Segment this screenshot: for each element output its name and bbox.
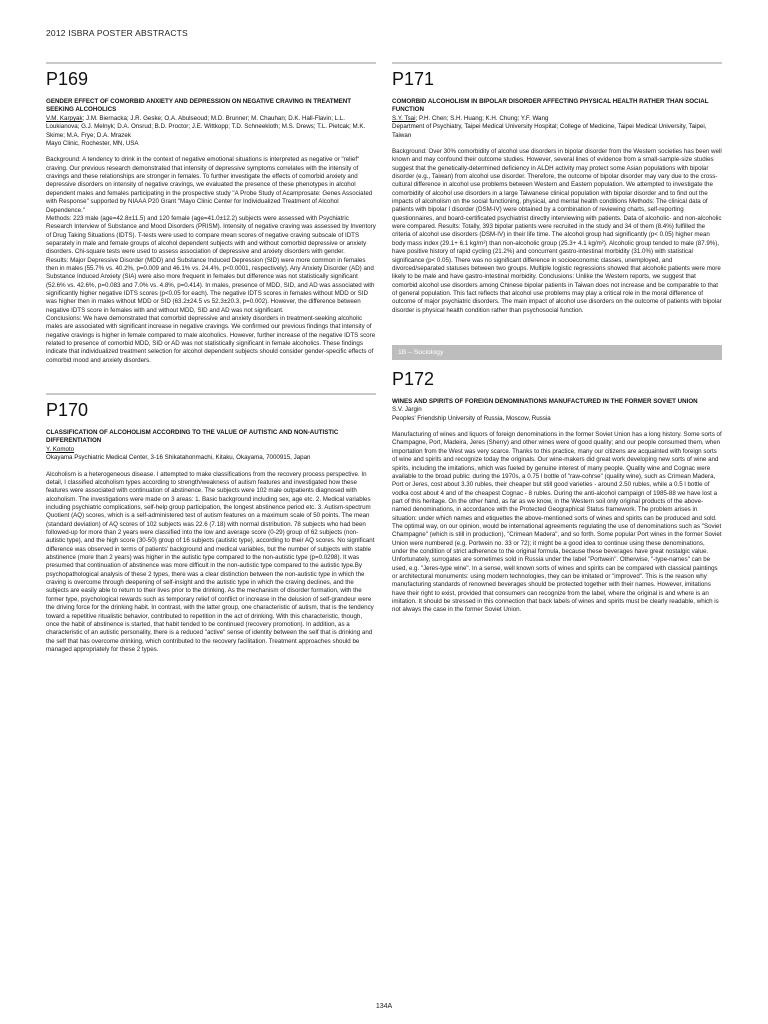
left-column xyxy=(46,62,376,654)
co-authors: ; P.H. Chen; S.H. Huang; K.H. Chung; Y.F. Wang xyxy=(415,114,549,122)
section-tab-sociology: 1B – Sociology xyxy=(392,345,722,360)
abstract-authors xyxy=(392,406,722,414)
abstract-p169 xyxy=(46,70,376,365)
column-rule xyxy=(46,393,376,395)
abstract-body xyxy=(392,431,722,615)
abstract-id: P171 xyxy=(392,70,435,89)
abstract-paragraph: Background: Over 30% comorbidity of alcohol use disorders in bipolar disorder from the Western societies has been well known and may confound their outcome studies. However, several lines of evidence from a small-sample-size studies suggest that the genetically-determined deficiency in ALDH activity may protect some Asian populations with bipolar disorder (e.g., Taiwan) from alcohol use disorder. Therefore, the outcome of bipolar disorder may vary due to the cross-cultural difference in alcohol use problems between Western and Eastern population. We attempted to investigate the comorbidity of alcohol use disorders in a large Taiwanese clinical population with bipolar disorder and to find out the impacts of alcoholism on the social functioning, physical, and mental health conditions Methods: The clinical data of patients with bipolar I disorder (DSM-IV) were obtained by a combination of reviewing charts, self-reporting questionnaires, and board-certificated psychiatrist directly interviewing with patients. Data of alcoholic- and non-alcoholic were compared. Results: Totally, 393 bipolar patients were recruited in the study and 34 of them (8.4%) fulfilled the criteria of alcohol use disorders (DSM-IV) in their life time. The alcohol group had significantly (p< 0.05) higher mean body mass index (29.1+ 6.1 kg/m²) than non-alcoholic group (25.3+ 4.1 kg/m²). Alcoholic group tended to male (87.9%), have positive history of rapid cycling (21.2%) and concurrent gastro-intestinal morbidity (31.0%) with statistical significance (p< 0.05). There was no significant difference in socioeconomic classes, unemployed, and divorced/separated statuses between two groups. Multiple logistic regressions showed that alcoholic patients were more likely to be male and have gastro-intestinal morbidity. Conclusions: Unlike the Western reports, we suggest that comorbid alcohol use disorders among Chinese bipolar patients in Taiwan does not increase and be comparable to that of general population. This fact reflects that alcohol use problems may play a critical role in the moral difference of outcome of major psychiatric disorders. The main impact of alcohol use disorders on the outcome of patients with bipolar disorder is physical health condition rather than psychosocial function. xyxy=(392,148,722,314)
abstract-paragraph: Conclusions: We have demonstrated that comorbid depressive and anxiety disorders in treatment-seeking alcoholic males are associated with significant increase in negative cravings. We confirmed our previous findings that intensity of negative cravings is higher in female compared to male alcoholics. However, further increase of the negative IDTS score related to presence of comorbid MDD, SID or AD was not statistically significant in female alcoholics. These findings indicate that individualized treatment selection for alcohol dependent subjects should consider gender-specific effects of comorbid mood and anxiety disorders. xyxy=(46,314,376,364)
abstract-title: CLASSIFICATION OF ALCOHOLISM ACCORDING TO THE VALUE OF AUTISTIC AND NON-AUTISTIC DIFFERENTIATION xyxy=(46,429,339,445)
abstract-paragraph: Results: Major Depressive Disorder (MDD) and Substance Induced Depression (SID) were more common in females then in males (55.7% vs. 40.2%, p=0.009 and 46.1% vs. 24.4%, p<0.0001, respectively). Any Anxiety Disorder (AD) and Substance Induced Anxiety (SIA) were also more frequent in females but difference was not statistically significant (52.6% vs. 42.6%, p=0.083 and 7.0% vs. 4.8%, p=0.414). In males, presence of MDD, SID, and AD was associated with significantly higher negative IDTS scores (p<0.05 for each). The negative IDTS scores in females without MDD or SID was higher then in males without MDD or SID (63.2±24.5 vs 52.3±20.3, p=0.002). However, the difference between negative IDTS score in females with and without MDD, SID and AD was not significant. xyxy=(46,256,375,314)
abstract-title: COMORBID ALCOHOLISM IN BIPOLAR DISORDER AFFECTING PHYSICAL HEALTH RATHER THAN SOCIAL FUNCTION xyxy=(392,98,709,114)
abstract-authors xyxy=(46,446,376,454)
abstract-title: GENDER EFFECT OF COMORBID ANXIETY AND DEPRESSION ON NEGATIVE CRAVING IN TREATMENT SEEKING ALCOHOLICS xyxy=(46,98,352,114)
abstract-affiliation: Okayama Psychiatric Medical Center, 3-16 Shikatahonmachi, Kitaku, Okayama, 7000915, Japan xyxy=(46,454,311,462)
right-column xyxy=(392,62,722,615)
abstract-id: P170 xyxy=(46,401,89,421)
presenting-author: Y. Komoto xyxy=(46,445,75,453)
abstract-paragraph: Background: A tendency to drink in the context of negative emotional situations is interpreted as negative or "relief" craving. Our previous research demonstrated that intensity of depressive symptoms correlates with the intensity of cravings and these relationships are stronger in females. To further investigate the effects of comorbid anxiety and depressive disorders on intensity of negative cravings, we evaluated the presence of these phenotypes in alcohol dependent males and females participating in the prospective study "A Probe Study of Acamprosate: Genes Associated with Response" supported by NIAAA P20 Grant "Mayo Clinic Center for Individualized Treatment of Alcohol Dependence." xyxy=(46,156,373,214)
abstract-paragraph: Alcoholism is a heterogeneous disease. I attempted to make classifications from the recovery process perspective. In detail, I classified alcoholism types according to strength/weakness of autism features and investigated how these features were associated with continuation of abstinence. The subjects were 102 male outpatients diagnosed with alcoholism. The investigations were made on 3 areas: 1. Basic background including sex, age etc. 2. Medical variables including psychiatric complications, self-help group participation, the longest abstinence period etc. 3. Autism-spectrum Quotient (AQ) scores, which is a self-administered test of autism features on a maximum scale of 50 points. The mean (standard deviation) of AQ scores of 102 subjects was 22.6 (7.18) with normal distribution. 78 subjects who had been followed-up for more than 2 years were classified into the low and average score (0-29) group of 62 subjects (non-autistic type), and the high score (30-50) group of 16 subjects (autistic type), according to their AQ scores. No significant difference was observed in terms of patients' background and medical variables, but the number of subjects with stable abstinence (more than 2 years) was higher in the autistic type compared to the non-autistic type (p=0.0298). It was presumed that continuation of abstinence was more difficult in the non-autistic type compared to the autistic type.By psychopathological analysis of these 2 types, there was a clear distinction between the non-autistic type in which the craving is overcome through deepening of self-insight and the autistic type in which the craving declines, and the subjects are easily able to return to their lives prior to the drinking. As the mechanism of disorder formation, with the former type, psychological rewards such as temporary relief of conflict or increase in the delusion of self-grandeur were the driving force for the drinking habit. In contrast, with the latter group, one characteristic of autism, that is the tendency toward a repetitive ritualistic behavior, contributed to repetition in the act of drinking. With this characteristic, though, once the habit of abstinence is started, that habit tended to be continued (recovery promotion). In addition, as a characteristic of an autistic personality, there is a reduced "active" sense of identity between the self that is drinking and the self that has overcome drinking, which contributed to the recovery facilitation. Treatment approaches should be managed appropriately for these 2 types. xyxy=(46,470,375,653)
column-rule xyxy=(46,62,376,64)
page-number: 134A xyxy=(375,1003,393,1010)
abstract-paragraph: Methods: 223 male (age=42.8±11.5) and 120 female (age=41.0±12.2) subjects were assessed with Psychiatric Research Interview of Substance and Mood Disorders (PRISM). Intensity of negative craving was assessed by Inventory of Drug Taking Situations (IDTS). T-tests were used to compare mean scores of negative craving subscale of IDTS separately in male and female groups of alcohol dependent subjects with and without comorbid depressive or anxiety disorders. Chi-square tests were used to assess association of depressive and anxiety disorders with gender. xyxy=(46,214,376,256)
abstract-p170 xyxy=(46,401,376,654)
abstract-affiliation: Mayo Clinic, Rochester, MN, USA xyxy=(46,140,139,148)
abstract-body xyxy=(46,156,376,365)
presenting-author: V.M. Karpyak xyxy=(46,114,83,122)
abstract-paragraph: Manufacturing of wines and liquors of foreign denominations in the former Soviet Union has a long history. Some sorts of Champagne, Port, Madeira, Jeres (Sherry) and other wines were of good quality; and our people consumed them, when importation from the West was very scarce. Thanks to this practice, many our citizens are acquainted with foreign sorts of wine and spirits and recognize today the originals. Our wine-makers did great work developing new sorts of wine and spirits, including the imitations, which was fueled by genuine interest of many people. Quality wine and Cognac were available to the broad public: during the 1970s, a 0.75 l bottle of "raw-cohrse" (quality wine), such as Crimean Madera, Port or Jeres, cost about 3.30 rubles, their cheaper but still good varieties - around 2.50 rubles, while a 0.5 l bottle of vodka cost about 4 and of the cheapest Cognac - 8 rubles. During the anti-alcohol campaign of 1985-88 we have lost a part of this heritage. On the other hand, as far as we know, in the Western soil only original products of the above-named denominations, in accordance with the Protected Geographical Status framework. The problem arises in situation: under which names and etiquettes the above-mentioned sorts of wines and spirits can be produced and sold. The optimal way, on our opinion, would be international agreements regulating the use of denominations such as "Soviet Champagne" (which is still in production), "Crimean Madera", and so forth. Some popular Port wines in the former Soviet Union were numbered (e.g. Portwein no. 33 or 72); it might be a good idea to continue using these denominations, under the condition of strict adherence to the original formula, because these beverages have great nostalgic value. Unfortunately, surrogates are sometimes sold in Russia under the label "Portwein". Otherwise, "-type-names" can be used, e.g. "Jeres-type wine". In a sense, well known sorts of wines and spirits can be compared with classical paintings or architectural monuments: using modern technologies, they can be imitated or "improved". This is the reason why manufacturing standards of renowned beverages should be protected together with their names. However, imitations have their right to exist, provided that consumers can recognize from the label, where the original is and where is an imitation. It should be stressed in this connection that back labels of wines and spirits must be clearly readable, which is not always the case in the former Soviet Union. xyxy=(392,431,722,614)
presenting-author: S.V. Jargin xyxy=(392,406,422,414)
abstract-affiliation: Peoples' Friendship University of Russia, Moscow, Russia xyxy=(392,414,551,422)
abstract-authors xyxy=(392,115,722,123)
abstract-affiliation: Department of Psychiatry, Taipei Medical University Hospital; College of Medicine, Taipei Medical University, Taipei, Taiwan xyxy=(392,123,707,139)
co-authors: ; J.M. Biernacka; J.R. Geske; O.A. Abulseoud; M.D. Brunner; M. Chauhan; D.K. Hall-Flavin; L.L. Loukianova; G.J. Melnyk; D.A. Onsrud; B.D. Proctor; J.E. Wittkopp; T.D. Schneekloth; M.S. Drews; T.L. Pietcak; M.K. Skime; M.A. Frye; D.A. Mrazek xyxy=(46,114,366,139)
abstract-id: P172 xyxy=(392,369,435,389)
running-header: 2012 ISBRA POSTER ABSTRACTS xyxy=(46,28,188,38)
abstract-authors xyxy=(46,115,376,140)
abstract-body xyxy=(392,148,722,315)
abstract-p171 xyxy=(392,70,722,315)
abstract-title: WINES AND SPIRITS OF FOREIGN DENOMINATIONS MANUFACTURED IN THE FORMER SOVIET UNION xyxy=(392,397,698,405)
presenting-author: S.Y. Tsai xyxy=(392,114,416,122)
column-rule xyxy=(392,62,722,64)
abstract-id: P169 xyxy=(46,70,89,89)
abstract-body xyxy=(46,471,376,655)
abstract-p172 xyxy=(392,370,722,615)
